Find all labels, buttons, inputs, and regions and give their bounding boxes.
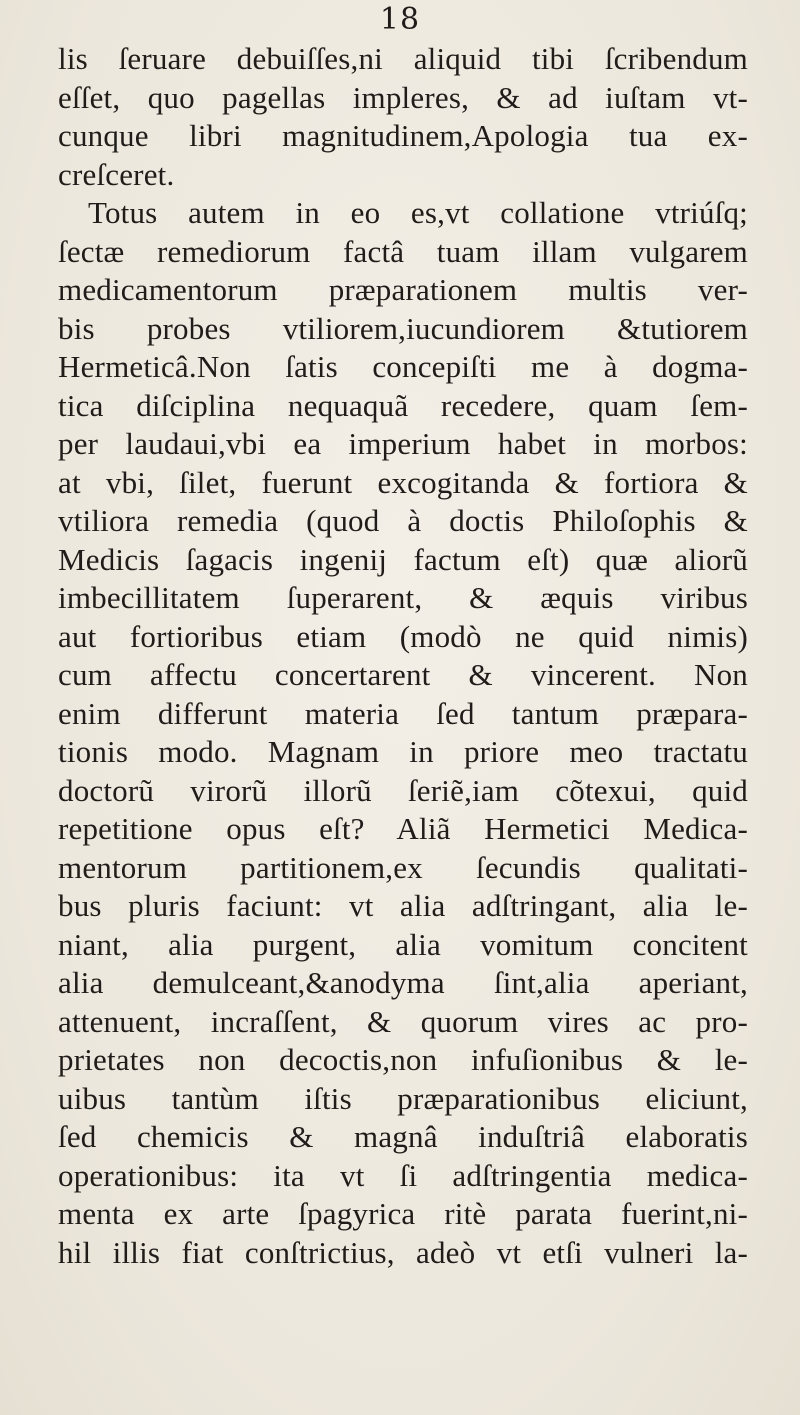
text-line: enim differunt materia ſed tantum præpara-: [58, 695, 748, 731]
text-line: vtiliora remedia (quod à doctis Philoſophis &: [58, 503, 748, 538]
text-line: mentorum partitionem,ex ſecundis qualitati-: [58, 849, 748, 885]
text-line: attenuent, incraſſent, & quorum vires ac pro-: [58, 1003, 748, 1039]
text-line: cum affectu concertarent & vincerent. Non: [58, 657, 748, 692]
text-line: bus pluris faciunt: vt alia adſtringant, alia le-: [58, 888, 748, 923]
text-line: imbecillitatem ſuperarent, & æquis viribus: [58, 580, 748, 615]
text-line: aut fortioribus etiam (modò ne quid nimis): [58, 618, 748, 654]
text-line: Totus autem in eo es,vt collatione vtriúſq;: [88, 195, 748, 230]
text-line: ſed chemicis & magnâ induſtriâ elaboratis: [58, 1119, 748, 1154]
text-line: repetitione opus eſt? Aliã Hermetici Medica-: [58, 811, 748, 846]
text-line: eſſet, quo pagellas impleres, & ad iuſtam vt-: [58, 79, 748, 115]
text-line: operationibus: ita vt ſi adſtringentia medica-: [58, 1157, 748, 1193]
text-line: at vbi, ſilet, fuerunt excogitanda & fortiora &: [58, 464, 748, 500]
text-line: Medicis ſagacis ingenij factum eſt) quæ aliorũ: [58, 541, 748, 577]
text-line: Hermeticâ.Non ſatis concepiſti me à dogma-: [58, 349, 748, 384]
text-line: lis ſeruare debuiſſes,ni aliquid tibi ſcribendum: [58, 41, 748, 76]
text-line: tionis modo. Magnam in priore meo tractatu: [58, 734, 748, 769]
text-line: ſectæ remediorum factâ tuam illam vulgarem: [58, 233, 748, 269]
text-line: niant, alia purgent, alia vomitum concitent: [58, 926, 748, 962]
text-line: hil illis fiat conſtrictius, adeò vt etſi vulneri la-: [58, 1234, 748, 1270]
text-block: [58, 40, 748, 1272]
text-line: per laudaui,vbi ea imperium habet in morbos:: [58, 426, 748, 461]
page-number: 18: [379, 2, 421, 37]
text-line: bis probes vtiliorem,iucundiorem &tutiorem: [58, 310, 748, 346]
text-line: doctorũ virorũ illorũ ſeriẽ,iam cõtexui, quid: [58, 772, 748, 808]
text-line: menta ex arte ſpagyrica ritè parata fuerint,ni-: [58, 1196, 748, 1231]
text-line: uibus tantùm iſtis præparationibus eliciunt,: [58, 1080, 748, 1116]
text-line: tica diſciplina nequaquã recedere, quam ſem-: [58, 387, 748, 423]
text-line: creſceret.: [58, 156, 175, 192]
text-line: cunque libri magnitudinem,Apologia tua ex-: [58, 118, 748, 153]
text-line: alia demulceant,&anodyma ſint,alia aperiant,: [58, 965, 748, 1000]
text-line: prietates non decoctis,non infuſionibus & le-: [58, 1042, 748, 1077]
text-line: medicamentorum præparationem multis ver-: [58, 272, 748, 307]
